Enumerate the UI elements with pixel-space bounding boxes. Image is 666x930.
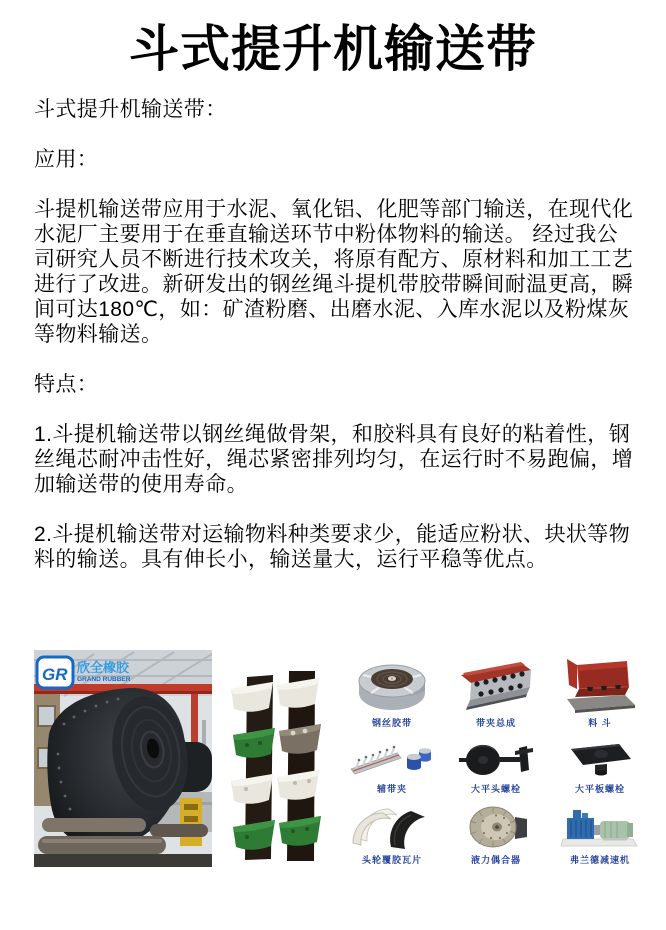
- belt-clamp-assembly-icon: [451, 657, 541, 713]
- flat-plate-bolt-icon: [555, 741, 645, 779]
- grid-item-steel-wire-belt: [340, 652, 444, 737]
- grid-item-belt-clamp-assembly: [444, 652, 548, 737]
- grid-item-belt-laying-clamp: [340, 737, 444, 800]
- grid-item-flat-plate-bolt: [548, 737, 652, 800]
- grid-item-label: 料 斗: [588, 718, 612, 728]
- application-heading: 应用：: [34, 148, 99, 171]
- product-gallery: [0, 650, 666, 880]
- document-body: [34, 97, 634, 597]
- steel-wire-belt-icon: [347, 657, 437, 713]
- fluid-coupling-icon: [451, 805, 541, 849]
- grid-item-label: 大平板螺栓: [574, 784, 625, 794]
- logo-monogram: GR: [42, 665, 68, 684]
- grid-item-hopper: [548, 652, 652, 737]
- belt-roll-photo-icon: [34, 650, 212, 867]
- flat-head-bolt-icon: [451, 741, 541, 779]
- application-paragraph: 斗提机输送带应用于水泥、氧化铝、化肥等部门输送，在现代化水泥厂主要用于在垂直输送环节中粉体物料的输送。 经过我公司研究人员不断进行技术攻关，将原有配方、原材料和加工工艺进行了改进。新研发出的钢丝绳斗提机带胶带瞬间耐温更高，瞬间可达180℃，如：矿渣粉磨、出磨水泥、入库水泥以及粉煤灰等物料输送。: [34, 198, 634, 346]
- elevator-buckets-photo: [225, 667, 335, 863]
- grid-item-label: 辅带夹: [376, 784, 407, 794]
- logo-name-cn: 欣全橡胶: [77, 660, 130, 675]
- belt-laying-clamp-icon: [347, 741, 437, 779]
- grid-item-label: 带夹总成: [475, 718, 516, 728]
- product-parts-grid: [340, 652, 652, 868]
- head-wheel-rubber-tiles-icon: [347, 805, 437, 849]
- logo-name-en: GRAND RUBBER: [77, 676, 131, 683]
- grid-item-head-wheel-rubber-tiles: [340, 800, 444, 870]
- grid-item-label: 钢丝胶带: [371, 718, 412, 728]
- grid-item-flat-head-bolt: [444, 737, 548, 800]
- subtitle-line: 斗式提升机输送带：: [34, 98, 227, 121]
- factory-belt-roll-photo: [34, 650, 212, 867]
- feature-paragraph-1: 1.斗提机输送带以钢丝绳做骨架，和胶料具有良好的粘着性，钢丝绳芯耐冲击性好，绳芯紧密排列均匀，在运行时不易跑偏，增加输送带的使用寿命。: [34, 423, 634, 496]
- grid-item-label: 液力偶合器: [470, 855, 521, 865]
- grid-item-fluid-coupling: [444, 800, 548, 870]
- page-title: 斗式提升机输送带: [129, 21, 537, 77]
- flender-reducer-icon: [555, 805, 645, 849]
- grid-item-label: 弗兰德减速机: [569, 855, 630, 865]
- grid-item-label: 大平头螺栓: [470, 784, 521, 794]
- grid-item-flender-reducer: [548, 800, 652, 870]
- features-heading: 特点：: [34, 373, 99, 396]
- grid-item-label: 头轮覆胶瓦片: [361, 855, 422, 865]
- feature-paragraph-2: 2.斗提机输送带对运输物料种类要求少，能适应粉状、块状等物料的输送。具有伸长小，输送量大，运行平稳等优点。: [34, 523, 631, 571]
- hopper-icon: [555, 657, 645, 713]
- buckets-photo-icon: [225, 667, 335, 863]
